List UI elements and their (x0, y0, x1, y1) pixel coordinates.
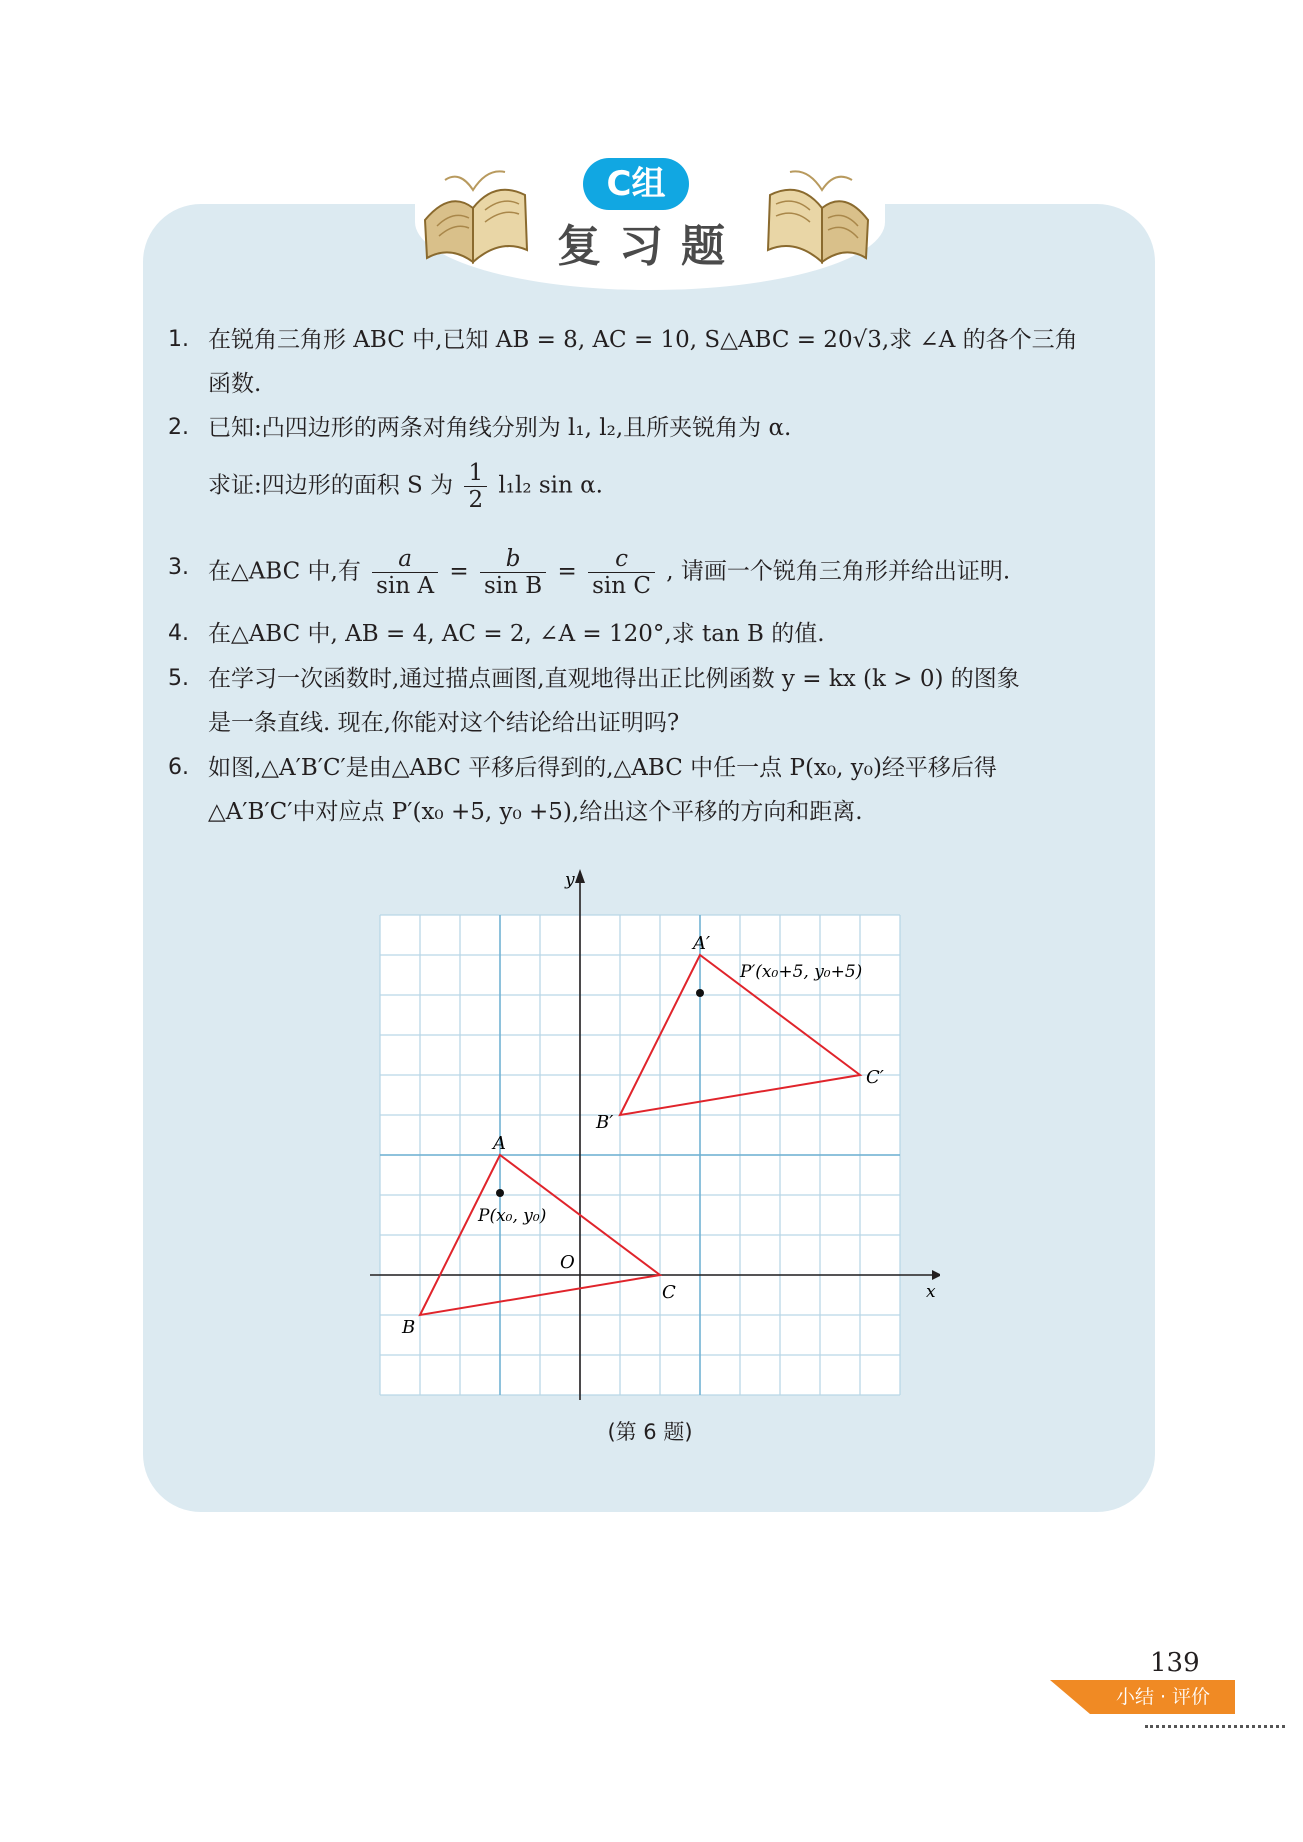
question-number: 2. (168, 415, 189, 440)
question-text: 在学习一次函数时,通过描点画图,直观地得出正比例函数 y = kx (k > 0) 的图象 (208, 666, 1020, 692)
question-text: l₁l₂ sin α. (498, 472, 603, 499)
question-text: 在锐角三角形 ABC 中,已知 AB = 8, AC = 10, S△ABC = 20√3,求 ∠A 的各个三角 (208, 327, 1078, 353)
label-B-prime: B′ (596, 1112, 614, 1133)
question-text: 是一条直线. 现在,你能对这个结论给出证明吗? (208, 710, 680, 736)
origin-label: O (560, 1252, 575, 1273)
section-label: 小结 · 评价 (1115, 1686, 1211, 1708)
x-axis-label: x (926, 1282, 936, 1302)
fraction-c-sinC: $\frac{c}{\text{sin C}}$ (588, 546, 655, 599)
question-number: 3. (168, 555, 189, 580)
question-text: 求证:四边形的面积 S 为 (208, 472, 454, 499)
open-book-icon-left (415, 150, 535, 270)
question-number: 1. (168, 327, 189, 352)
footer-dotted-line (1145, 1725, 1285, 1728)
question-number: 4. (168, 621, 189, 646)
translation-figure (360, 855, 940, 1405)
question-text: 函数. (208, 371, 262, 397)
question-number: 6. (168, 755, 189, 780)
y-axis-arrow-icon (575, 869, 585, 883)
page-title: 复习题 (557, 221, 743, 272)
question-text: 在△ABC 中,有 (208, 558, 361, 585)
label-P: P(x₀, y₀) (478, 1206, 547, 1226)
label-B: B (402, 1317, 416, 1338)
point-P-prime (696, 989, 704, 997)
label-A-prime: A′ (693, 933, 711, 954)
label-P-prime: P′(x₀+5, y₀+5) (740, 962, 863, 982)
y-axis-label: y (565, 870, 575, 890)
group-badge: C组 (583, 158, 689, 210)
x-axis-arrow-icon (932, 1270, 940, 1280)
question-number: 5. (168, 666, 189, 691)
point-P (496, 1189, 504, 1197)
question-text: 已知:凸四边形的两条对角线分别为 l₁, l₂,且所夹锐角为 α. (208, 415, 792, 441)
fraction-one-half: $\frac{1}{2}$ (464, 460, 487, 513)
open-book-icon-right (760, 150, 880, 270)
page-number: 139 (1150, 1648, 1200, 1678)
label-A: A (493, 1133, 506, 1154)
question-text: 如图,△A′B′C′是由△ABC 平移后得到的,△ABC 中任一点 P(x₀, y₀)经平移后得 (208, 755, 997, 781)
question-text: 在△ABC 中, AB = 4, AC = 2, ∠A = 120°,求 tan B 的值. (208, 621, 825, 647)
label-C-prime: C′ (866, 1067, 884, 1088)
fraction-a-sinA: $\frac{a}{\text{sin A}}$ (372, 546, 438, 599)
label-C: C (662, 1282, 676, 1303)
fraction-b-sinB: $\frac{b}{\text{sin B}}$ (480, 546, 546, 599)
question-text: , 请画一个锐角三角形并给出证明. (666, 558, 1011, 585)
question-text: △A′B′C′中对应点 P′(x₀ +5, y₀ +5),给出这个平移的方向和距离. (208, 799, 863, 825)
figure-caption: (第 6 题) (607, 1420, 693, 1444)
